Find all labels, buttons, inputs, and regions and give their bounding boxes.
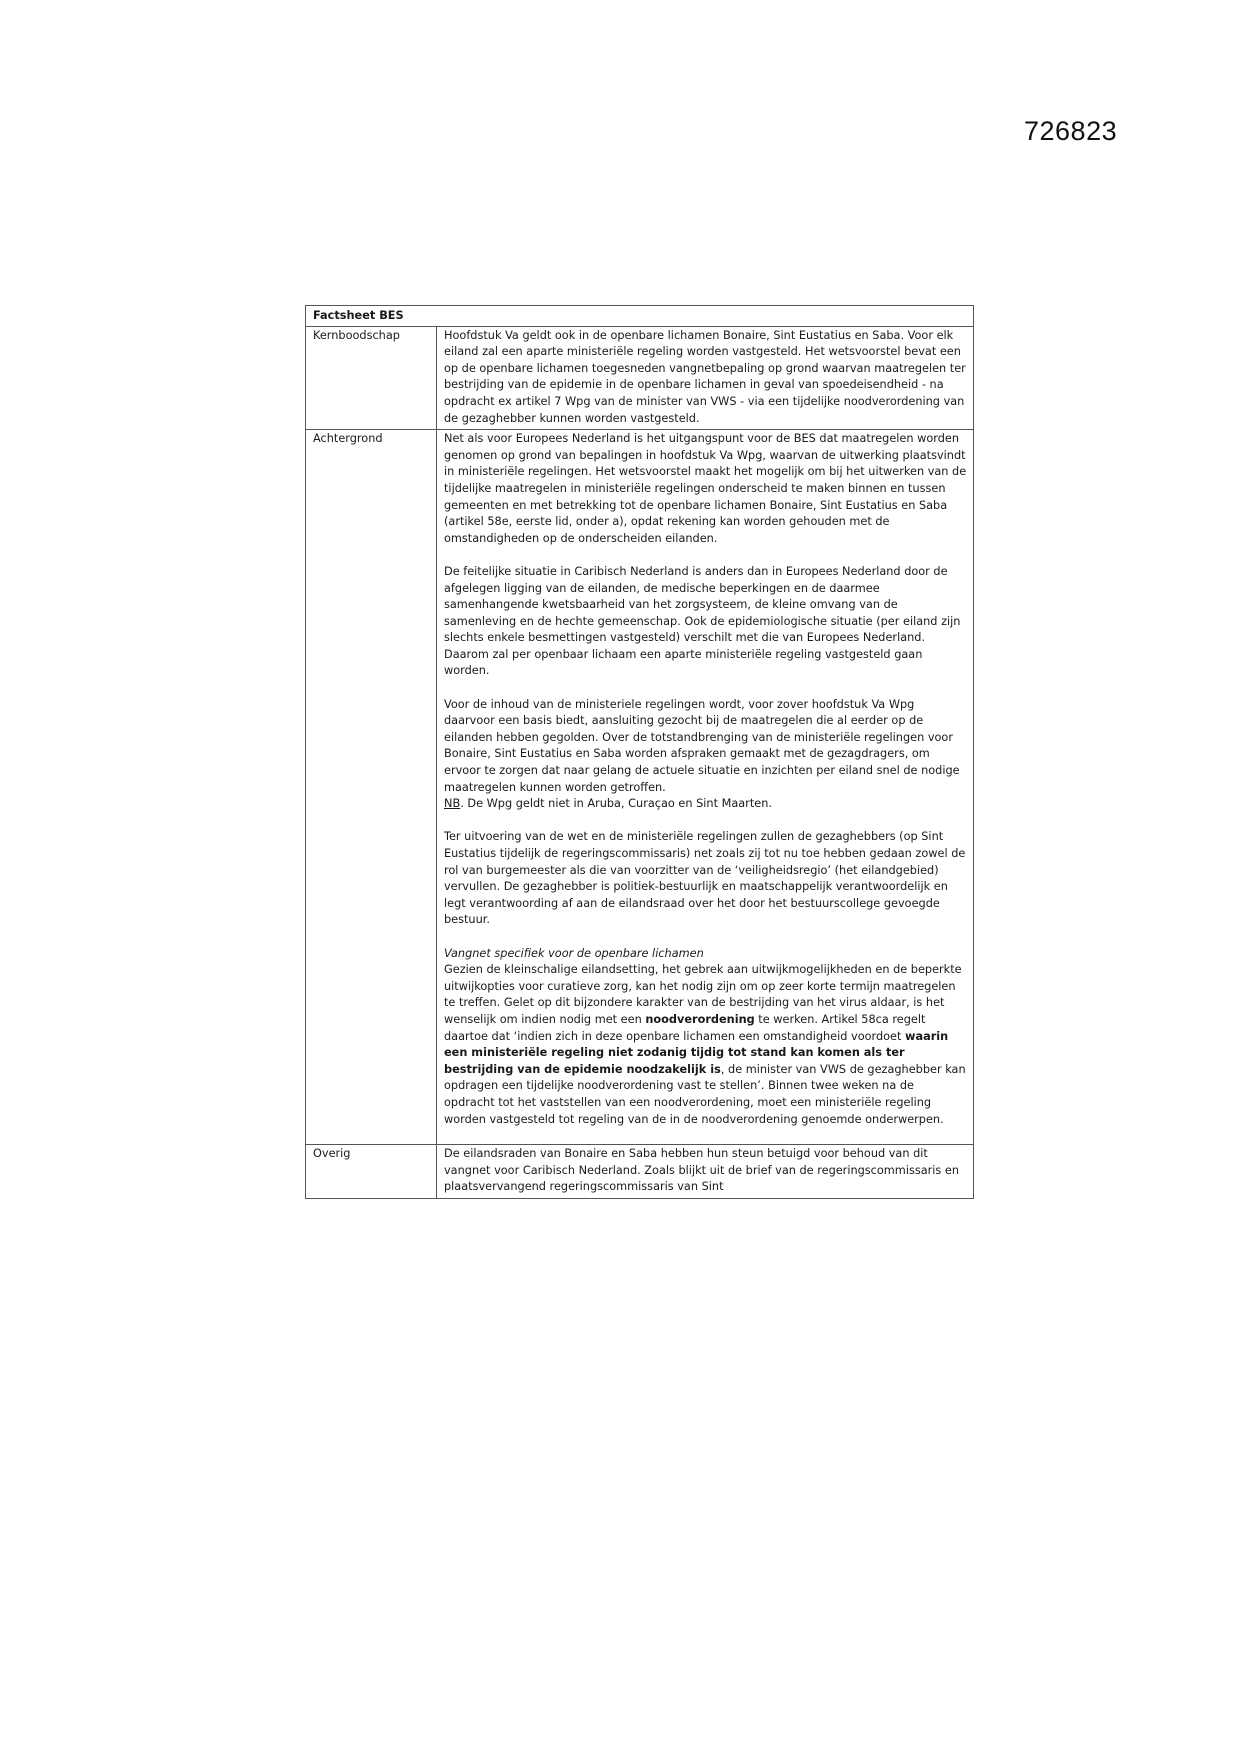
factsheet-title: Factsheet BES: [306, 306, 974, 327]
row-label-overig: Overig: [306, 1145, 437, 1199]
row-label-achtergrond: Achtergrond: [306, 430, 437, 1145]
document-number: 726823: [1024, 116, 1118, 146]
row-content-kernboodschap: [437, 326, 974, 430]
p5-part-c: te werken. Artikel 58ca regelt daartoe dat ‘indien zich in deze openbare lichamen een omstandigheid voordoet: [444, 1012, 926, 1043]
kernboodschap-text: Hoofdstuk Va geldt ook in de openbare lichamen Bonaire, Sint Eustatius en Saba. Voor elk eiland zal een aparte ministeriële regeling worden vastgesteld. Het wetsvoorstel bevat een op de openbare lichamen toegesneden vangnetbepaling op grond waarvan maatregelen ter bestrijding van de epidemie in de openbare lichamen in geval van spoedeisendheid - na opdracht ex artikel 7 Wpg van de minister van VWS - via een tijdelijke noodverordening van de gezaghebber kunnen worden vastgesteld.: [444, 328, 966, 425]
p5-bold-noodverordening: noodverordening: [645, 1012, 755, 1026]
p5-part-e: , de minister van VWS de gezaghebber kan opdragen een tijdelijke noodverordening vast te stellen’. Binnen twee weken na de opdracht tot het vaststellen van een noodverordening, moet een ministeriële regeling worden vastgesteld tot regeling van de in de noodverordening genoemde onderwerpen.: [444, 1062, 966, 1126]
achtergrond-paragraph-3: Voor de inhoud van de ministeriele regelingen wordt, voor zover hoofdstuk Va Wpg daarvoor een basis biedt, aansluiting gezocht bij de maatregelen die al eerder op de eilanden hebben gegolden. Over de totstandbrenging van de ministeriële regelingen voor Bonaire, Sint Eustatius en Saba worden afspraken gemaakt met de gezagdragers, om ervoor te zorgen dat naar gelang de actuele situatie en inzichten per eiland snel de nodige maatregelen kunnen worden getroffen.: [444, 697, 960, 794]
vangnet-subheading: Vangnet specifiek voor de openbare lichamen: [444, 946, 704, 960]
factsheet-table: [305, 305, 974, 1199]
table-row-achtergrond: [306, 430, 974, 1145]
row-content-achtergrond: [437, 430, 974, 1145]
factsheet-title-row: [306, 306, 974, 327]
nb-text: . De Wpg geldt niet in Aruba, Curaçao en Sint Maarten.: [460, 797, 772, 811]
row-label-kernboodschap: Kernboodschap: [306, 326, 437, 430]
achtergrond-paragraph-5: [444, 962, 967, 1128]
table-row-kernboodschap: [306, 326, 974, 430]
p5-part-a: Gezien de kleinschalige eilandsetting, het gebrek aan uitwijkmogelijkheden en de beperkte uitwijkopties voor curatieve zorg, kan het nodig zijn om op zeer korte termijn maatregelen te treffen. Gelet op dit bijzondere karakter van de bestrijding van het virus aldaar, is het wenselijk om indien nodig met een: [444, 963, 962, 1026]
achtergrond-paragraph-4: Ter uitvoering van de wet en de ministeriële regelingen zullen de gezaghebbers (op Sint Eustatius tijdelijk de regeringscommissaris) net zoals zij tot nu toe hebben gedaan zowel de rol van burgemeester als die van voorzitter van de ‘veiligheidsregio’ (het eilandgebied) vervullen. De gezaghebber is politiek-bestuurlijk en maatschappelijk verantwoordelijk en legt verantwoording af aan de eilandsraad over het door het bestuurscollege gevoegde bestuur.: [444, 830, 966, 927]
overig-text: De eilandsraden van Bonaire en Saba hebben hun steun betuigd voor behoud van dit vangnet voor Caribisch Nederland. Zoals blijkt uit de brief van de regeringscommissaris en plaatsvervangend regeringscommissaris van Sint: [444, 1147, 960, 1194]
achtergrond-paragraph-2: De feitelijke situatie in Caribisch Nederland is anders dan in Europees Nederland door de afgelegen ligging van de eilanden, de medische beperkingen en de daarmee samenhangende kwetsbaarheid van het zorgsysteem, de kleine omvang van de samenleving en de hechte gemeenschap. Ook de epidemiologische situatie (per eiland zijn slechts enkele besmettingen vastgesteld) verschilt met die van Europees Nederland. Daarom zal per openbaar lichaam een aparte ministeriële regeling vastgesteld gaan worden.: [444, 564, 961, 678]
table-row-overig: [306, 1145, 974, 1199]
nb-label: NB: [444, 797, 461, 811]
nb-note: [444, 796, 967, 813]
achtergrond-paragraph-1: Net als voor Europees Nederland is het uitgangspunt voor de BES dat maatregelen worden genomen op grond van bepalingen in hoofdstuk Va Wpg, waarvan de uitwerking plaatsvindt in ministeriële regelingen. Het wetsvoorstel maakt het mogelijk om bij het uitwerken van de tijdelijke maatregelen in ministeriële regelingen onderscheid te maken binnen en tussen gemeenten en met betrekking tot de openbare lichamen Bonaire, Sint Eustatius en Saba (artikel 58e, eerste lid, onder a), opdat rekening kan worden gehouden met de omstandigheden op de onderscheiden eilanden.: [444, 432, 967, 545]
row-content-overig: [437, 1145, 974, 1199]
p5-bold-clause: waarin een ministeriële regeling niet zodanig tijdig tot stand kan komen als ter bestrijding van de epidemie noodzakelijk is: [444, 1029, 949, 1076]
